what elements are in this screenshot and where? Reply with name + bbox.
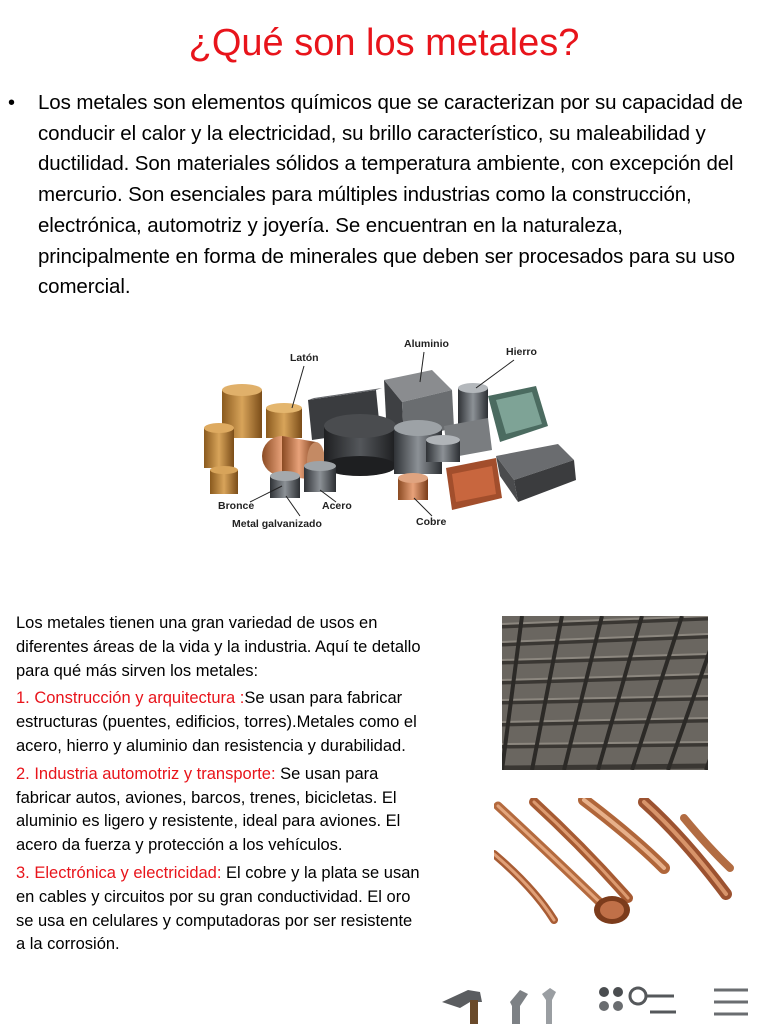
- use-item-construccion: [16, 687, 422, 758]
- use-text: Se usan para fabricar estructuras (puentes, edificios, torres).Metales como el acero, hierro y aluminio dan resistencia y durabilidad.: [16, 689, 417, 755]
- metals-samples-image: [196, 330, 588, 540]
- use-heading: 2. Industria automotriz y transporte:: [16, 764, 276, 783]
- metals-illustration: [196, 330, 588, 540]
- label-aluminio: Aluminio: [404, 338, 449, 350]
- use-item-automotriz: [16, 763, 422, 858]
- use-heading: 3. Electrónica y electricidad:: [16, 863, 222, 882]
- uses-intro: Los metales tienen una gran variedad de usos en diferentes áreas de la vida y la industria. Aquí te detallo para qué más sirven los metales:: [16, 614, 421, 680]
- intro-bullet-item: [8, 88, 760, 303]
- label-laton: Latón: [290, 352, 319, 364]
- use-text: El cobre y la plata se usan en cables y circuitos por su gran conductividad. El oro se usa en celulares y computadoras por ser resistente a la corrosión.: [16, 863, 420, 954]
- intro-paragraph: Los metales son elementos químicos que se caracterizan por su capacidad de conducir el calor y la electricidad, su brillo característico, su maleabilidad y ductilidad. Son materiales sólidos a temperatura ambiente, con excepción del mercurio. Son esenciales para múltiples industrias como la construcción, electrónica, automotriz y joyería. Se encuentran en la naturaleza, principalmente en forma de minerales que deben ser procesados para su uso comercial.: [38, 91, 743, 299]
- label-cobre: Cobre: [416, 516, 447, 528]
- tools-image: [424, 972, 768, 1024]
- label-bronce: Bronce: [218, 500, 255, 512]
- label-acero: Acero: [322, 500, 352, 512]
- label-hierro: Hierro: [506, 346, 537, 358]
- use-heading: 1. Construcción y arquitectura :: [16, 689, 245, 708]
- copper-wires-image: [494, 798, 734, 934]
- rebar-mesh-image: [502, 616, 708, 770]
- use-item-electronica: [16, 862, 422, 957]
- page-title: ¿Qué son los metales?: [188, 22, 580, 64]
- label-metal-galvanizado: Metal galvanizado: [232, 518, 322, 530]
- uses-section: [16, 612, 422, 957]
- use-text: Se usan para fabricar autos, aviones, barcos, trenes, bicicletas. El aluminio es ligero y resistente, ideal para aviones. El acero da fuerza y protección a los vehículos.: [16, 764, 401, 855]
- bullet-dot: •: [8, 92, 16, 114]
